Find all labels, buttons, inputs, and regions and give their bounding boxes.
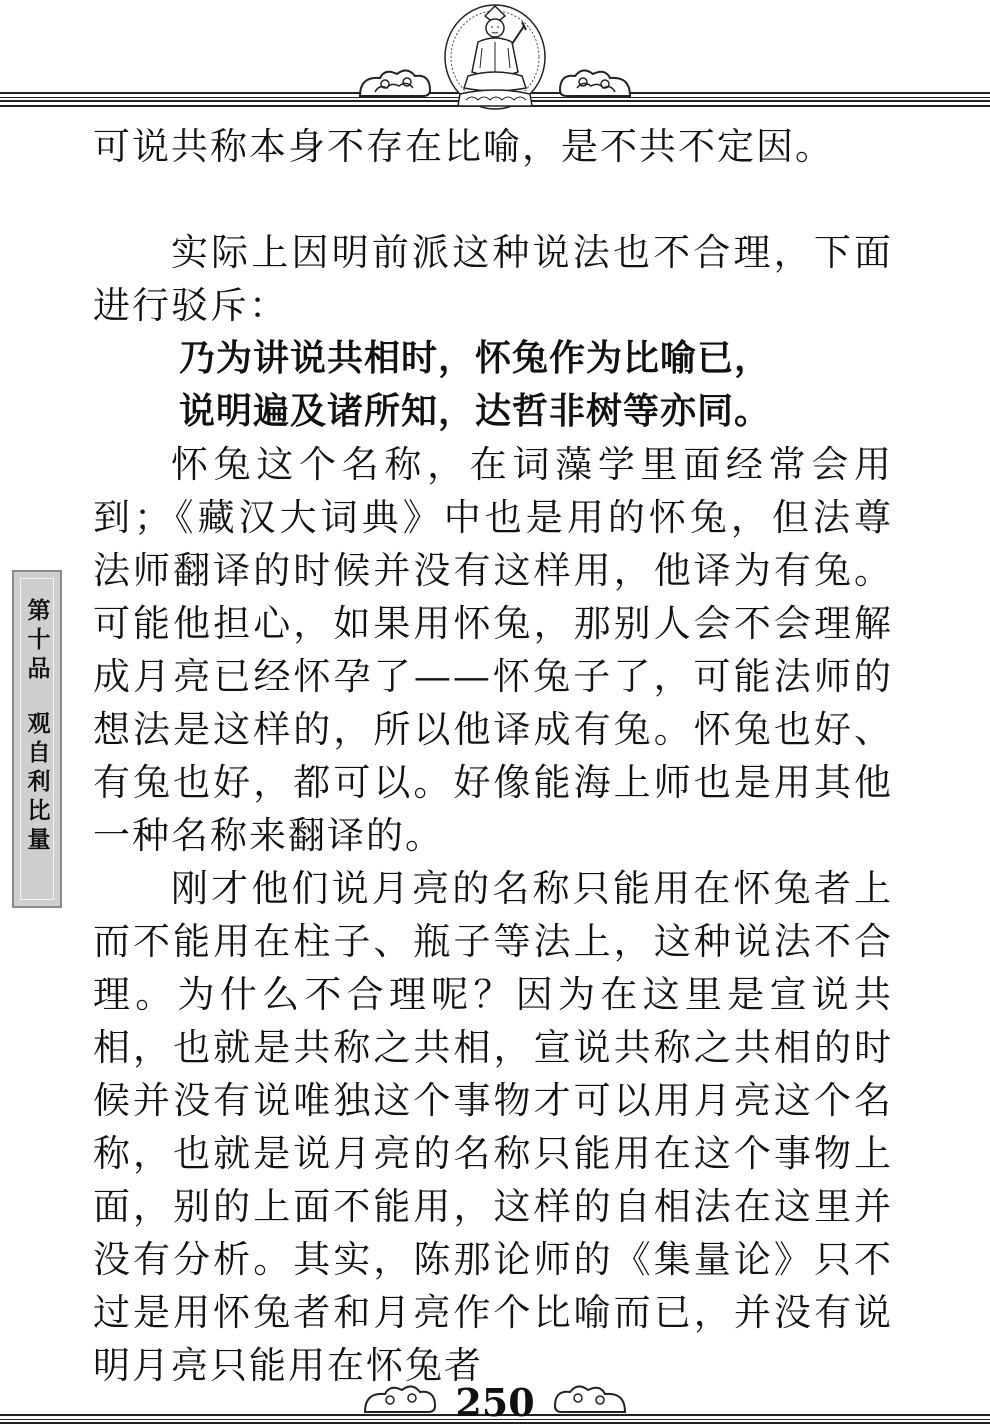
cloud-scroll-icon: [555, 66, 635, 100]
chapter-title: 观自利比量: [23, 711, 50, 856]
paragraph: 怀兔这个名称，在词藻学里面经常会用到；《藏汉大词典》中也是用的怀兔，但法尊法师翻译的时候并没有这样用，他译为有兔。可能他担心，如果用怀兔，那别人会不会理解成月亮已经怀孕了——怀兔子了，可能法师的想法是这样的，所以他译成有兔。怀兔也好、有兔也好，都可以。好像能海上师也是用其他一种名称来翻译的。: [93, 443, 893, 857]
cloud-scroll-icon: [355, 66, 435, 100]
cloud-scroll-icon: [550, 1382, 630, 1416]
body-text: [93, 120, 893, 1392]
page-number: 250: [455, 1380, 535, 1425]
chapter-side-tab: [12, 570, 62, 908]
verse-line: 乃为讲说共相时，怀兔作为比喻已，: [179, 338, 772, 379]
verse-line: 说明遍及诸所知，达哲非树等亦同。: [179, 391, 772, 432]
cloud-scroll-icon: [360, 1382, 440, 1416]
paragraph: 实际上因明前派这种说法也不合理，下面进行驳斥：: [93, 231, 893, 327]
paragraph: 可说共称本身不存在比喻，是不共不定因。: [93, 125, 834, 168]
deity-illustration-icon: [440, 2, 550, 112]
chapter-number: 第十品: [23, 598, 50, 685]
paragraph: 刚才他们说月亮的名称只能用在怀兔者上而不能用在柱子、瓶子等法上，这种说法不合理。为什么不合理呢？因为在这里是宣说共相，也就是共称之共相，宣说共称之共相的时候并没有说唯独这个事物才可以用月亮这个名称，也就是说月亮的名称只能用在这个事物上面，别的上面不能用，这样的自相法在这里并没有分析。其实，陈那论师的《集量论》只不过是用怀兔者和月亮作个比喻而已，并没有说明月亮只能用在怀兔者: [93, 867, 893, 1387]
